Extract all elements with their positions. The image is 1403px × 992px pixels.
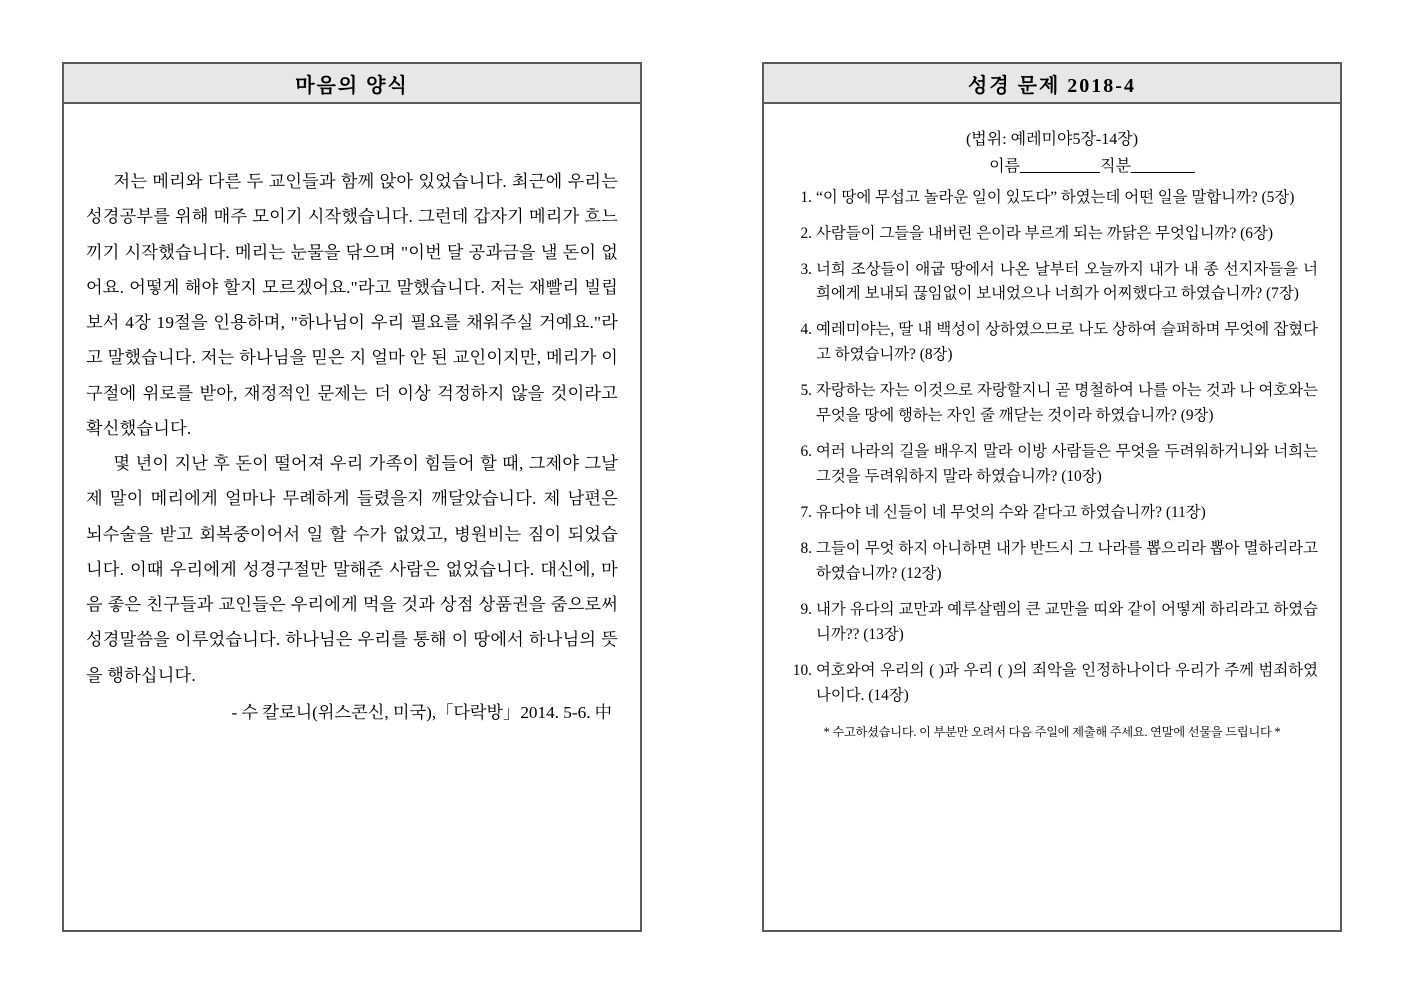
question-number: 1. — [800, 188, 812, 206]
question-text: 유다야 네 신들이 네 무엇의 수와 같다고 하였습니까? (11장) — [816, 504, 1206, 522]
question-text: “이 땅에 무섭고 놀라운 일이 있도다” 하였는데 어떤 일을 말합니까? (5장) — [816, 188, 1295, 206]
question-item — [786, 186, 1318, 211]
role-label: 직분 — [1100, 158, 1131, 175]
question-number: 6. — [800, 443, 812, 461]
question-text: 자랑하는 자는 이것으로 자랑할지니 곧 명철하여 나를 아는 것과 나 여호와는 무엇을 땅에 행하는 자인 줄 깨닫는 것이라 하였습니까? (9장) — [816, 382, 1318, 425]
quiz-scope: (법위: 예레미야5장-14장) — [965, 131, 1139, 148]
question-text: 사람들이 그들을 내버린 은이라 부르게 되는 까닭은 무엇입니까? (6장) — [816, 224, 1273, 242]
devotion-credit: - 수 칼로니(위스콘신, 미국),「다락방」2014. 5-6. 中 — [231, 702, 612, 722]
question-number: 4. — [800, 321, 812, 339]
devotion-body — [62, 104, 642, 932]
question-item — [786, 440, 1318, 490]
question-text: 여러 나라의 길을 배우지 말라 이방 사람들은 무엇을 두려워하거니와 너희는 그것을 두려워하지 말라 하였습니까? (10장) — [816, 443, 1318, 486]
question-item — [786, 379, 1318, 429]
devotion-title: 마음의 양식 — [62, 62, 642, 104]
question-item — [786, 318, 1318, 368]
name-line — [786, 154, 1318, 180]
question-number: 8. — [800, 540, 812, 558]
devotion-panel — [62, 62, 642, 932]
quiz-body — [762, 104, 1342, 932]
question-item — [786, 537, 1318, 587]
question-text: 너희 조상들이 애굽 땅에서 나온 날부터 오늘까지 내가 내 종 선지자들을 너희에게 보내되 끊임없이 보내었으나 너희가 어찌했다고 하였습니까? (7장) — [816, 260, 1318, 303]
question-number: 7. — [800, 504, 812, 522]
question-number: 10. — [792, 661, 812, 679]
question-item — [786, 501, 1318, 526]
question-number: 3. — [800, 260, 812, 278]
question-number: 2. — [800, 224, 812, 242]
question-item — [786, 258, 1318, 308]
question-number: 9. — [800, 600, 812, 618]
question-text: 그들이 무엇 하지 아니하면 내가 반드시 그 나라를 뽑으리라 뽑아 멸하리라고 하였습니까? (12장) — [816, 540, 1318, 583]
name-input-blank[interactable]: __________ — [1020, 158, 1100, 175]
question-list — [786, 186, 1318, 709]
question-item — [786, 598, 1318, 648]
name-label: 이름 — [989, 158, 1020, 175]
question-number: 5. — [800, 382, 812, 400]
devotion-paragraph: 저는 메리와 다른 두 교인들과 함께 앉아 있었습니다. 최근에 우리는 성경공부를 위해 매주 모이기 시작했습니다. 그런데 갑자기 메리가 흐느끼기 시작했습니다. 메리는 눈물을 닦으며 "이번 달 공과금을 낼 돈이 없어요. 어떻게 해야 할지 모르겠어요."라고 말했습니다. 저는 재빨리 빌립보서 4장 19절을 인용하며, "하나님이 우리 필요를 채워주실 거예요."라고 말했습니다. 저는 하나님을 믿은 지 얼마 안 된 교인이지만, 메리가 이 구절에 위로를 받아, 재정적인 문제는 더 이상 걱정하지 않을 것이라고 확신했습니다. — [86, 172, 618, 438]
question-text: 내가 유다의 교만과 예루살렘의 큰 교만을 띠와 같이 어떻게 하리라고 하였습니까?? (13장) — [816, 600, 1318, 643]
question-item — [786, 659, 1318, 709]
quiz-footnote: * 수고하셨습니다. 이 부분만 오려서 다음 주일에 제출해 주세요. 연말에 선물을 드립니다 * — [823, 724, 1281, 739]
quiz-panel — [762, 62, 1342, 932]
quiz-title: 성경 문제 2018-4 — [762, 62, 1342, 104]
question-text: 예레미야는, 딸 내 백성이 상하였으므로 나도 상하여 슬퍼하며 무엇에 잡혔다고 하였습니까? (8장) — [816, 321, 1318, 364]
question-item — [786, 222, 1318, 247]
devotion-paragraph: 몇 년이 지난 후 돈이 떨어져 우리 가족이 힘들어 할 때, 그제야 그날 제 말이 메리에게 얼마나 무례하게 들렸을지 깨달았습니다. 제 남편은 뇌수술을 받고 회복중이어서 일 할 수가 없었고, 병원비는 짐이 되었습니다. 이때 우리에게 성경구절만 말해준 사람은 없었습니다. 대신에, 마음 좋은 친구들과 교인들은 우리에게 먹을 것과 상점 상품권을 줌으로써 성경말씀을 이루었습니다. 하나님은 우리를 통해 이 땅에서 하나님의 뜻을 행하십니다. — [86, 454, 618, 685]
role-input-blank[interactable]: ________ — [1130, 158, 1195, 175]
question-text: 여호와여 우리의 ( )과 우리 ( )의 죄악을 인정하나이다 우리가 주께 범죄하였나이다. (14장) — [816, 661, 1318, 704]
